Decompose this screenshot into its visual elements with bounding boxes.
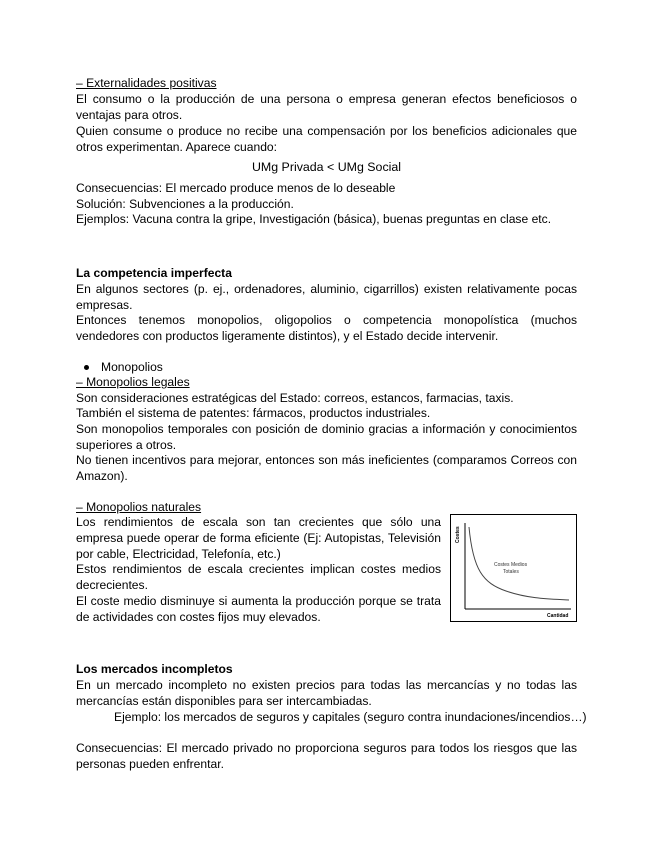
bullet-dot-icon <box>84 365 89 370</box>
x-axis-label: Cantidad <box>547 613 569 619</box>
legales-line-2: También el sistema de patentes: fármacos, productos industriales. <box>76 406 431 420</box>
section-heading-externalidades: – Externalidades positivas <box>76 76 217 90</box>
naturales-paragraph-1: Los rendimientos de escala son tan crecientes que sólo una empresa puede operar de forma eficiente (Ej: Autopistas, Televisión por cable, Electricidad, Telefonía, etc.) <box>76 515 441 561</box>
y-axis-label: Costes <box>455 526 461 543</box>
section-heading-competencia: La competencia imperfecta <box>76 266 232 280</box>
paragraph-competencia-1: En algunos sectores (p. ej., ordenadores, aluminio, cigarrillos) existen relativamente pocas empresas. <box>76 282 577 312</box>
naturales-paragraph-2: Estos rendimientos de escala crecientes implican costes medios decrecientes. <box>76 562 441 592</box>
solucion-text: Solución: Subvenciones a la producción. <box>76 197 294 211</box>
curve-label-line-1: Costes Medios <box>494 562 528 568</box>
legales-line-1: Son consideraciones estratégicas del Estado: correos, estancos, farmacias, taxis. <box>76 391 514 405</box>
consecuencias-text: Consecuencias: El mercado produce menos de lo deseable <box>76 181 396 195</box>
ejemplo-text: Ejemplo: los mercados de seguros y capitales (seguro contra inundaciones/incendios…) <box>114 710 587 724</box>
section-heading-incompletos: Los mercados incompletos <box>76 662 233 676</box>
paragraph-externalidades-2: Quien consume o produce no recibe una compensación por los beneficios adicionales que otros experimentan. Aparece cuando: <box>76 124 577 154</box>
legales-paragraph-3: Son monopolios temporales con posición de dominio gracias a información y conocimientos superiores a otros. <box>76 422 577 452</box>
cost-curve-svg <box>451 515 576 621</box>
cost-curve-figure <box>450 514 577 622</box>
ejemplos-text: Ejemplos: Vacuna contra la gripe, Investigación (básica), buenas preguntas en clase etc. <box>76 212 552 226</box>
subheading-monopolios-naturales: – Monopolios naturales <box>76 500 202 514</box>
paragraph-incompletos-consecuencias: Consecuencias: El mercado privado no proporciona seguros para todos los riesgos que las personas pueden enfrentar. <box>76 741 577 771</box>
subheading-monopolios-legales: – Monopolios legales <box>76 375 190 389</box>
legales-paragraph-4: No tienen incentivos para mejorar, entonces son más ineficientes (comparamos Correos con Amazon). <box>76 453 577 483</box>
paragraph-competencia-2: Entonces tenemos monopolios, oligopolios o competencia monopolística (muchos vendedores con productos ligeramente distintos), y el Estado decide intervenir. <box>76 313 577 343</box>
formula: UMg Privada < UMg Social <box>251 160 402 174</box>
bullet-label: Monopolios <box>101 360 163 374</box>
paragraph-externalidades-1: El consumo o la producción de una persona o empresa generan efectos beneficiosos o ventajas para otros. <box>76 92 577 122</box>
bullet-item-monopolios <box>76 360 577 376</box>
curve-label-line-2: Totales <box>503 569 519 575</box>
naturales-paragraph-3: El coste medio disminuye si aumenta la producción porque se trata de actividades con costes fijos muy elevados. <box>76 594 441 624</box>
paragraph-incompletos-1: En un mercado incompleto no existen precios para todas las mercancías y no todas las mercancías están disponibles para ser intercambiadas. <box>76 678 577 708</box>
